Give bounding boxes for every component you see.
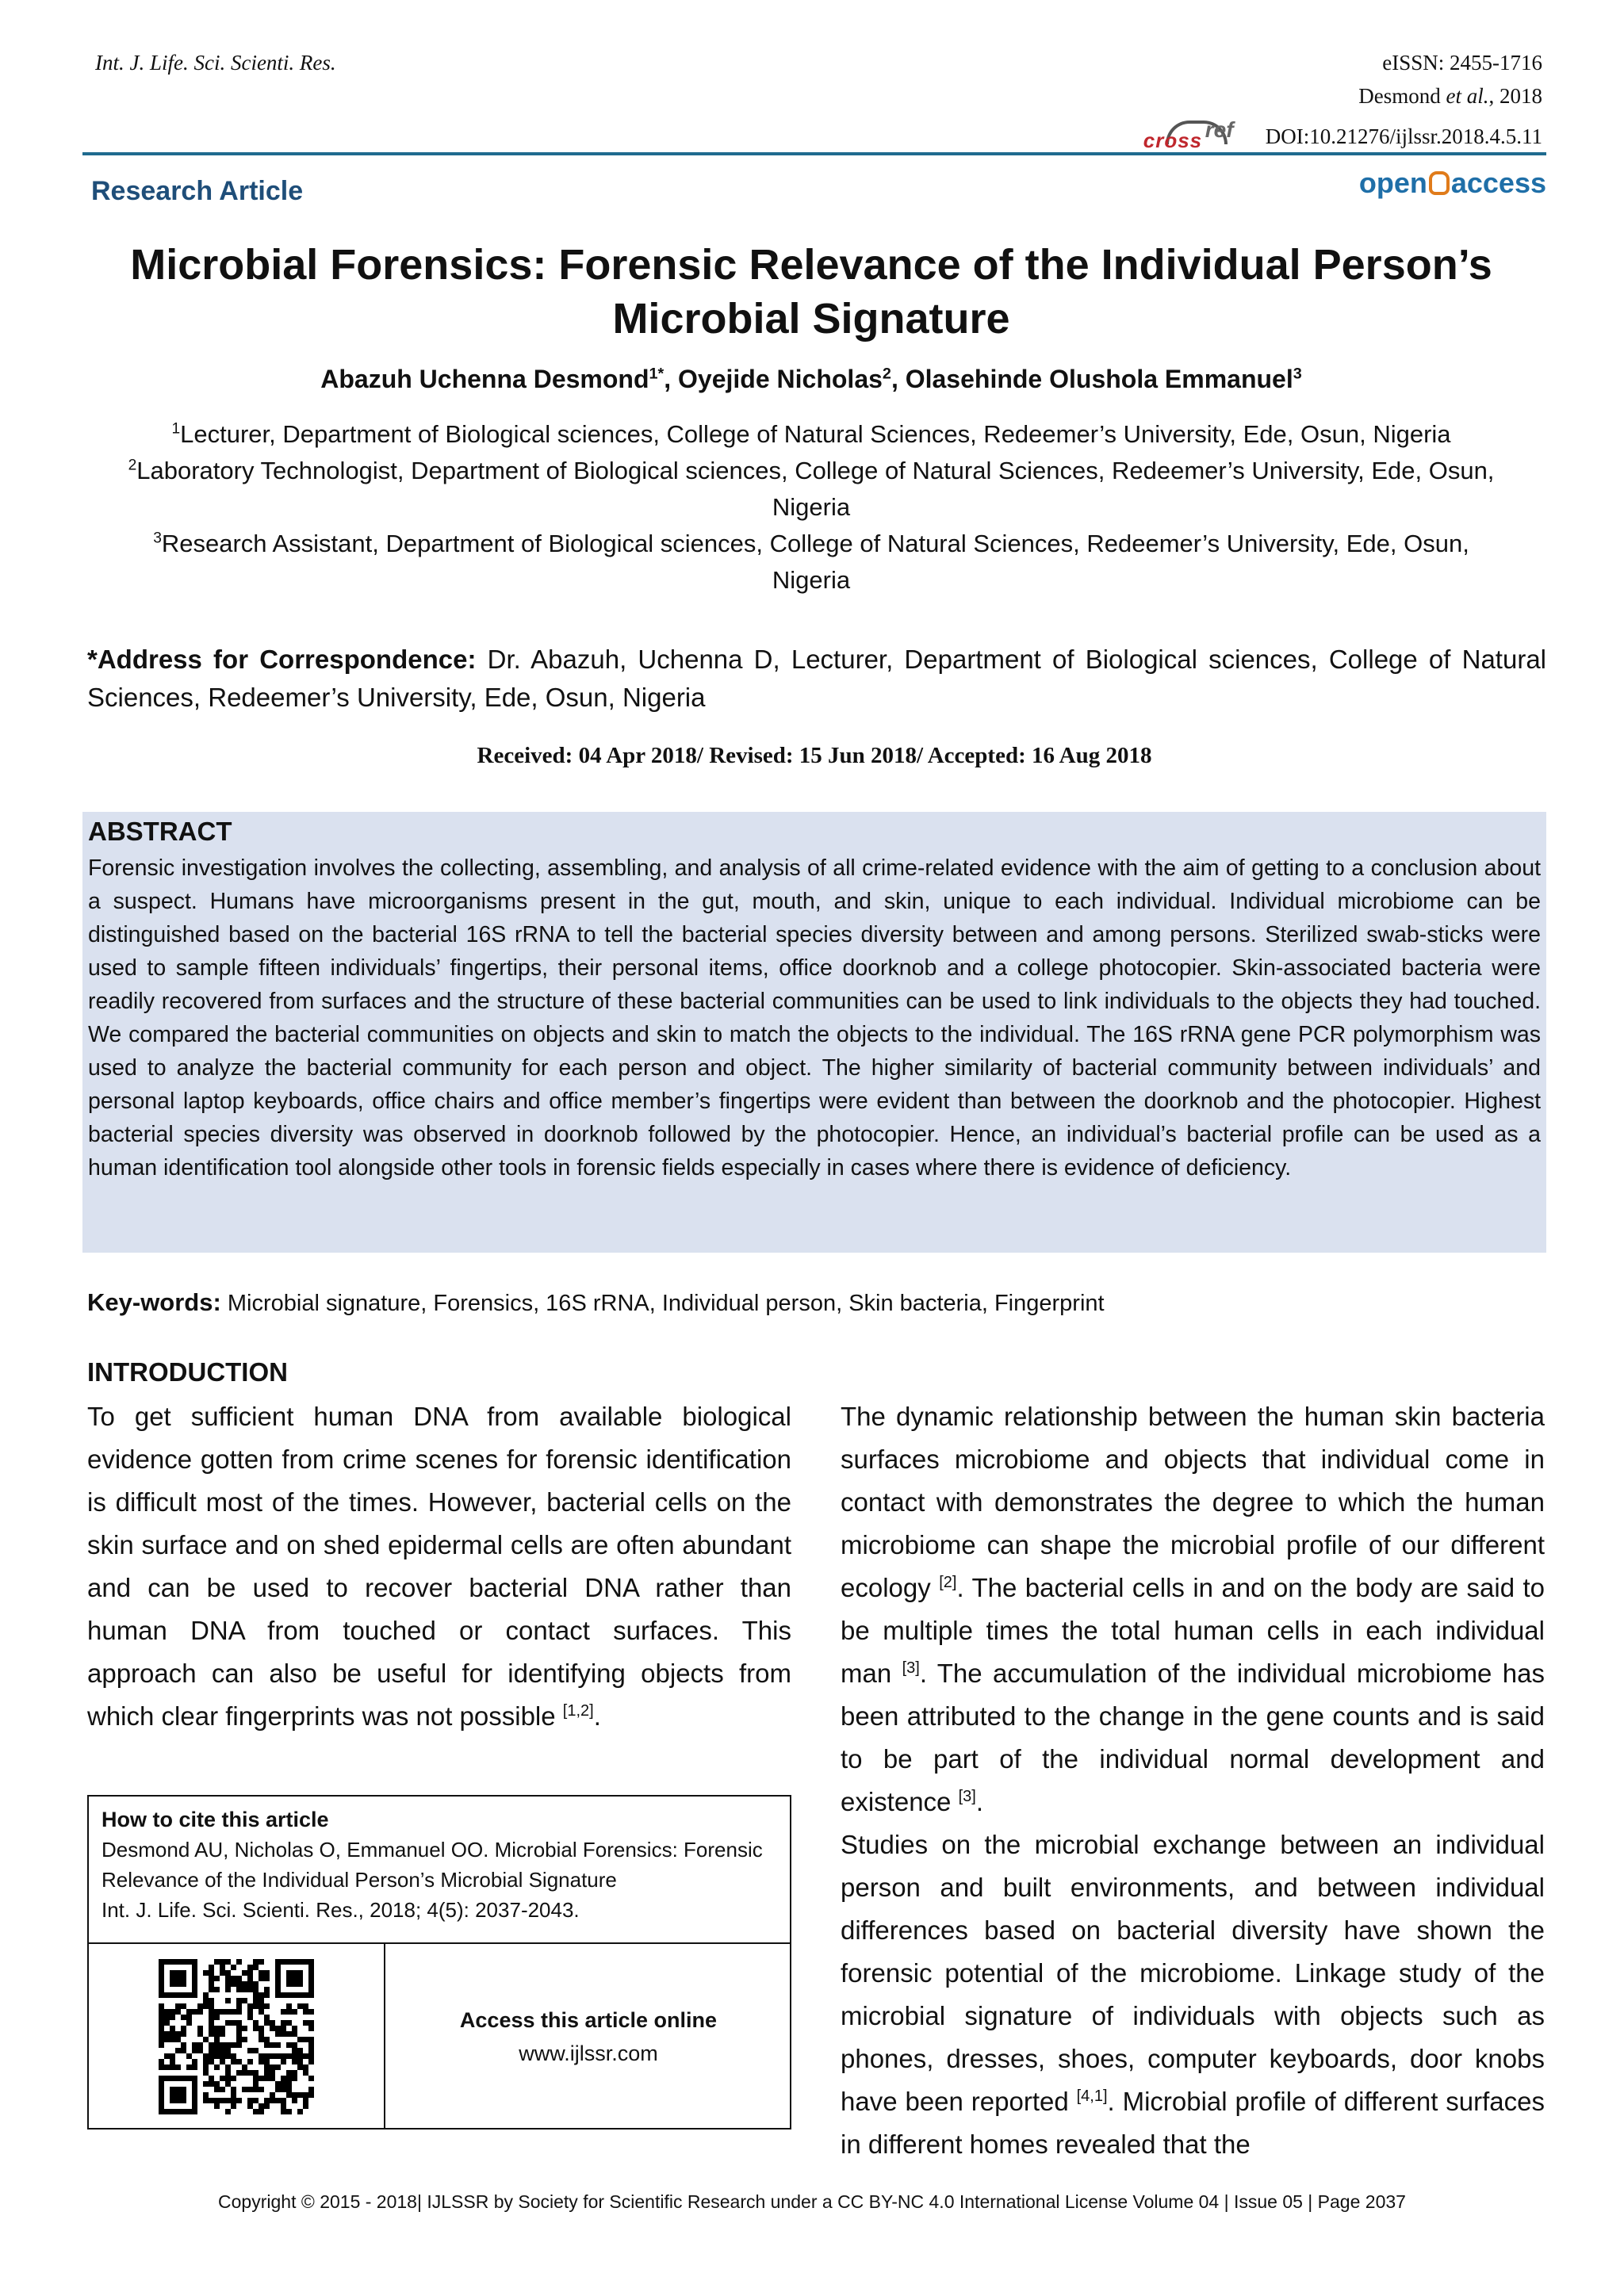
article-type-label: Research Article xyxy=(91,176,304,206)
citation-journal: Int. J. Life. Sci. Scienti. Res., 2018; 4(5): 2037-2043. xyxy=(102,1898,580,1922)
how-to-cite-box xyxy=(87,1795,791,2130)
affiliation xyxy=(119,526,1503,599)
author-name: Olasehinde Olushola Emmanuel xyxy=(905,365,1293,393)
author-sup: 3 xyxy=(1293,365,1302,383)
affiliation-sup: 3 xyxy=(153,530,162,547)
citation-ref[interactable]: [1,2] xyxy=(562,1702,594,1720)
affiliation-text: Research Assistant, Department of Biological sciences, College of Natural Sciences, Redeemer’s University, Ede, Osun, Nigeria xyxy=(161,530,1469,594)
eissn: eISSN: 2455-1716 xyxy=(1382,51,1542,75)
left-column xyxy=(87,1395,791,1738)
correspondence-text: Dr. Abazuh, Uchenna D, Lecturer, Department of Biological sciences, College of Natural Sciences, Redeemer’s University, Ede, Osun, Nigeria xyxy=(87,645,1547,712)
author-year xyxy=(1358,84,1542,109)
section-heading-introduction: INTRODUCTION xyxy=(87,1357,288,1387)
author-list xyxy=(119,365,1503,394)
citation-text: Desmond AU, Nicholas O, Emmanuel OO. Microbial Forensics: Forensic Relevance of the Individual Person’s Microbial Signature xyxy=(102,1838,763,1892)
affiliation-sup: 1 xyxy=(171,420,181,438)
paragraph-text: . The bacterial cells in and on the body are said to be multiple times the total human cells in each individual man xyxy=(841,1573,1545,1688)
affiliations xyxy=(119,416,1503,599)
open-access-logo xyxy=(1359,166,1546,200)
open-access-access: access xyxy=(1450,166,1546,199)
citation-ref[interactable]: [4,1] xyxy=(1076,2087,1108,2105)
author-sup: 1* xyxy=(649,365,665,383)
article-title: Microbial Forensics: Forensic Relevance of the Individual Person’s Microbial Signature xyxy=(130,241,1492,342)
author-year-year: , 2018 xyxy=(1488,84,1542,108)
qr-cell xyxy=(89,1944,385,2130)
affiliation-sup: 2 xyxy=(128,457,137,474)
doi-link[interactable]: DOI:10.21276/ijlssr.2018.4.5.11 xyxy=(1265,124,1542,148)
doi-row xyxy=(1143,117,1542,152)
keywords xyxy=(87,1288,1105,1317)
paragraph-text: . Microbial profile of different surfaces in different homes revealed that the xyxy=(841,2087,1545,2159)
keywords-label: Key-words: xyxy=(87,1288,221,1316)
paragraph-text: The dynamic relationship between the human skin bacteria surfaces microbiome and objects that individual come in contact with demonstrates the degree to which the human microbiome can shape the microbial profile of our different ecology xyxy=(841,1402,1545,1602)
citation-ref[interactable]: [3] xyxy=(902,1659,920,1677)
author-sep: , xyxy=(891,365,906,393)
paragraph-text: . xyxy=(975,1787,984,1816)
correspondence xyxy=(87,641,1546,717)
access-online-cell xyxy=(385,1944,791,2130)
journal-abbreviation: Int. J. Life. Sci. Scienti. Res. xyxy=(95,51,336,75)
title-block xyxy=(119,238,1503,599)
correspondence-label: *Address for Correspondence: xyxy=(87,645,477,674)
paragraph xyxy=(841,1823,1545,2166)
abstract-heading: ABSTRACT xyxy=(88,817,232,846)
author-name: Oyejide Nicholas xyxy=(678,365,883,393)
citation-ref[interactable]: [3] xyxy=(958,1788,976,1805)
paragraph-text: . The accumulation of the individual microbiome has been attributed to the change in the gene counts and is said to be part of the individual normal development and existence xyxy=(841,1659,1545,1816)
citation-ref[interactable]: [2] xyxy=(939,1574,957,1591)
journal-url[interactable]: www.ijlssr.com xyxy=(519,2042,658,2065)
author-sep: , xyxy=(664,365,679,393)
access-online-label: Access this article online xyxy=(459,2008,718,2032)
open-access-open: open xyxy=(1358,166,1427,199)
abstract-text: Forensic investigation involves the collecting, assembling, and analysis of all crime-related evidence with the aim of getting to a conclusion about a suspect. Humans have microorganisms present in the gut, mouth, and skin, unique to each individual. Individual microbiome can be distinguished based on the bacterial 16S rRNA to tell the bacterial species diversity between and among persons. Sterilized swab-sticks were used to sample fifteen individuals’ fingertips, their personal items, office doorknob and a college photocopier. Skin-associated bacteria were readily recovered from surfaces and the structure of these bacterial communities can be used to link individuals to the objects they had touched. We compared the bacterial communities on objects and skin to match the objects to the individual. The 16S rRNA gene PCR polymorphism was used to analyze the bacterial community for each person and object. The higher similarity of bacterial community between individuals’ and personal laptop keyboards, office chairs and office member’s fingertips were evident than between the doorknob and the photocopier. Highest bacterial species diversity was observed in doorknob followed by the photocopier. Hence, an individual’s bacterial profile can be used as a human identification tool alongside other tools in forensic fields especially in cases where there is evidence of deficiency. xyxy=(88,855,1541,1181)
crossref-logo-cross: cross xyxy=(1143,128,1203,152)
author-name: Abazuh Uchenna Desmond xyxy=(320,365,649,393)
abstract-box xyxy=(82,812,1546,1253)
affiliation xyxy=(119,416,1503,453)
right-column xyxy=(841,1395,1545,2166)
paragraph-text: To get sufficient human DNA from available biological evidence gotten from crime scenes for forensic identification is difficult most of the times. However, bacterial cells on the skin surface and on shed epidermal cells are often abundant and can be used to recover bacterial DNA rather than human DNA from touched or contact surfaces. This approach can also be useful for identifying objects from which clear fingerprints was not possible xyxy=(87,1402,791,1731)
article-dates: Received: 04 Apr 2018/ Revised: 15 Jun 2018/ Accepted: 16 Aug 2018 xyxy=(477,743,1152,768)
author-year-name: Desmond xyxy=(1358,84,1441,108)
crossref-logo xyxy=(1143,117,1254,152)
page-footer: Copyright © 2015 - 2018| IJLSSR by Society for Scientific Research under a CC BY-NC 4.0 International License Volume 04 | Issue 05 | Page 2037 xyxy=(218,2191,1406,2212)
paragraph xyxy=(87,1395,791,1738)
affiliation xyxy=(119,453,1503,526)
keywords-text: Microbial signature, Forensics, 16S rRNA, Individual person, Skin bacteria, Fingerprint xyxy=(220,1291,1105,1316)
qr-code-icon[interactable] xyxy=(159,1959,314,2114)
citation-heading: How to cite this article xyxy=(102,1808,329,1831)
author-sup: 2 xyxy=(882,365,891,383)
header-rule xyxy=(82,152,1546,155)
open-lock-icon xyxy=(1429,171,1450,195)
paragraph-text: Studies on the microbial exchange between an individual person and built environments, and between individual differences based on bacterial diversity have shown the forensic potential of the microbiome. Linkage study of the microbial signature of individuals with objects such as phones, dresses, shoes, computer keyboards, door knobs have been reported xyxy=(841,1830,1545,2116)
author-year-etal: et al. xyxy=(1446,84,1489,108)
paragraph-text: . xyxy=(593,1701,601,1731)
paragraph xyxy=(841,1395,1545,1823)
affiliation-text: Laboratory Technologist, Department of Biological sciences, College of Natural Sciences, Redeemer’s University, Ede, Osun, Nigeria xyxy=(136,457,1495,521)
citation-section xyxy=(89,1797,790,1944)
affiliation-text: Lecturer, Department of Biological sciences, College of Natural Sciences, Redeemer’s University, Ede, Osun, Nigeria xyxy=(180,420,1451,448)
crossref-logo-ref: ref xyxy=(1205,117,1234,142)
